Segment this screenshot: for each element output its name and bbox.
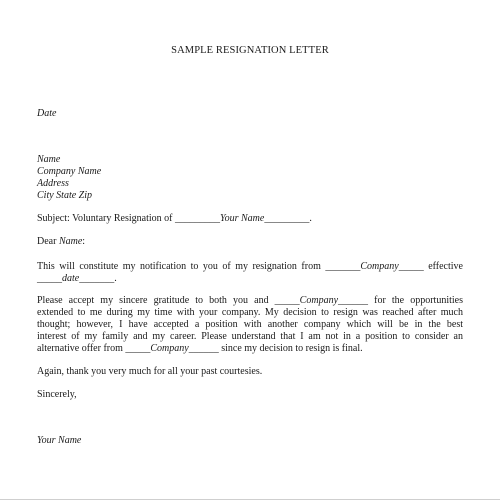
date-line: Date bbox=[37, 108, 57, 119]
recipient-company: Company Name bbox=[37, 166, 102, 177]
p1-line2-prefix: _____ bbox=[37, 273, 62, 284]
paragraph-gratitude bbox=[37, 295, 463, 355]
subject-your-name: Your Name bbox=[219, 213, 265, 224]
p2-l1-a: Please accept my sincere gratitude to both you and _____ bbox=[37, 295, 300, 306]
p2-l1-b: ______ for the opportunities bbox=[338, 295, 463, 306]
paragraph-notification-line-1 bbox=[37, 261, 463, 273]
salutation-suffix: : bbox=[82, 236, 86, 247]
recipient-address: Address bbox=[37, 178, 69, 189]
recipient-name: Name bbox=[37, 154, 61, 165]
p2-l5-b: ______ since my decision to resign is final. bbox=[188, 343, 363, 354]
paragraph-notification bbox=[37, 261, 463, 285]
salutation-name: Name bbox=[58, 236, 83, 247]
p2-l5-a: alternative offer from _____ bbox=[37, 343, 151, 354]
p2-line-1 bbox=[37, 295, 463, 307]
p2-line-2: extended to me during my time with your company. My decision to resign was reached after much bbox=[37, 307, 463, 318]
closing: Sincerely, bbox=[37, 389, 77, 400]
p1-company: Company bbox=[360, 261, 399, 272]
paragraph-notification-line-2 bbox=[37, 273, 463, 285]
paragraph-thanks: Again, thank you very much for all your past courtesies. bbox=[37, 366, 263, 377]
salutation bbox=[37, 236, 85, 247]
signature-name: Your Name bbox=[37, 435, 82, 446]
p2-line-4: interest of my family and my career. Please understand that I am not in a position to consider an bbox=[37, 331, 463, 342]
p2-l1-company: Company bbox=[299, 295, 339, 306]
p1-line1-prefix: This will constitute my notification to you of my resignation from _______ bbox=[37, 261, 361, 272]
recipient-city-state-zip: City State Zip bbox=[37, 190, 92, 201]
subject-prefix: Subject: Voluntary Resignation of _________ bbox=[37, 213, 220, 224]
subject-line bbox=[37, 213, 312, 224]
p1-line2-suffix: _______. bbox=[79, 273, 117, 284]
subject-suffix: _________. bbox=[264, 213, 312, 224]
p2-line-5 bbox=[37, 343, 463, 355]
salutation-prefix: Dear bbox=[37, 236, 59, 247]
p1-line1-suffix: _____ effective bbox=[398, 261, 463, 272]
p2-line-3: thought; however, I have accepted a position with another company which will be in the best bbox=[37, 319, 463, 330]
p2-l5-company: Company bbox=[150, 343, 189, 354]
p1-date: date bbox=[62, 273, 80, 284]
letter-title: SAMPLE RESIGNATION LETTER bbox=[171, 45, 329, 56]
